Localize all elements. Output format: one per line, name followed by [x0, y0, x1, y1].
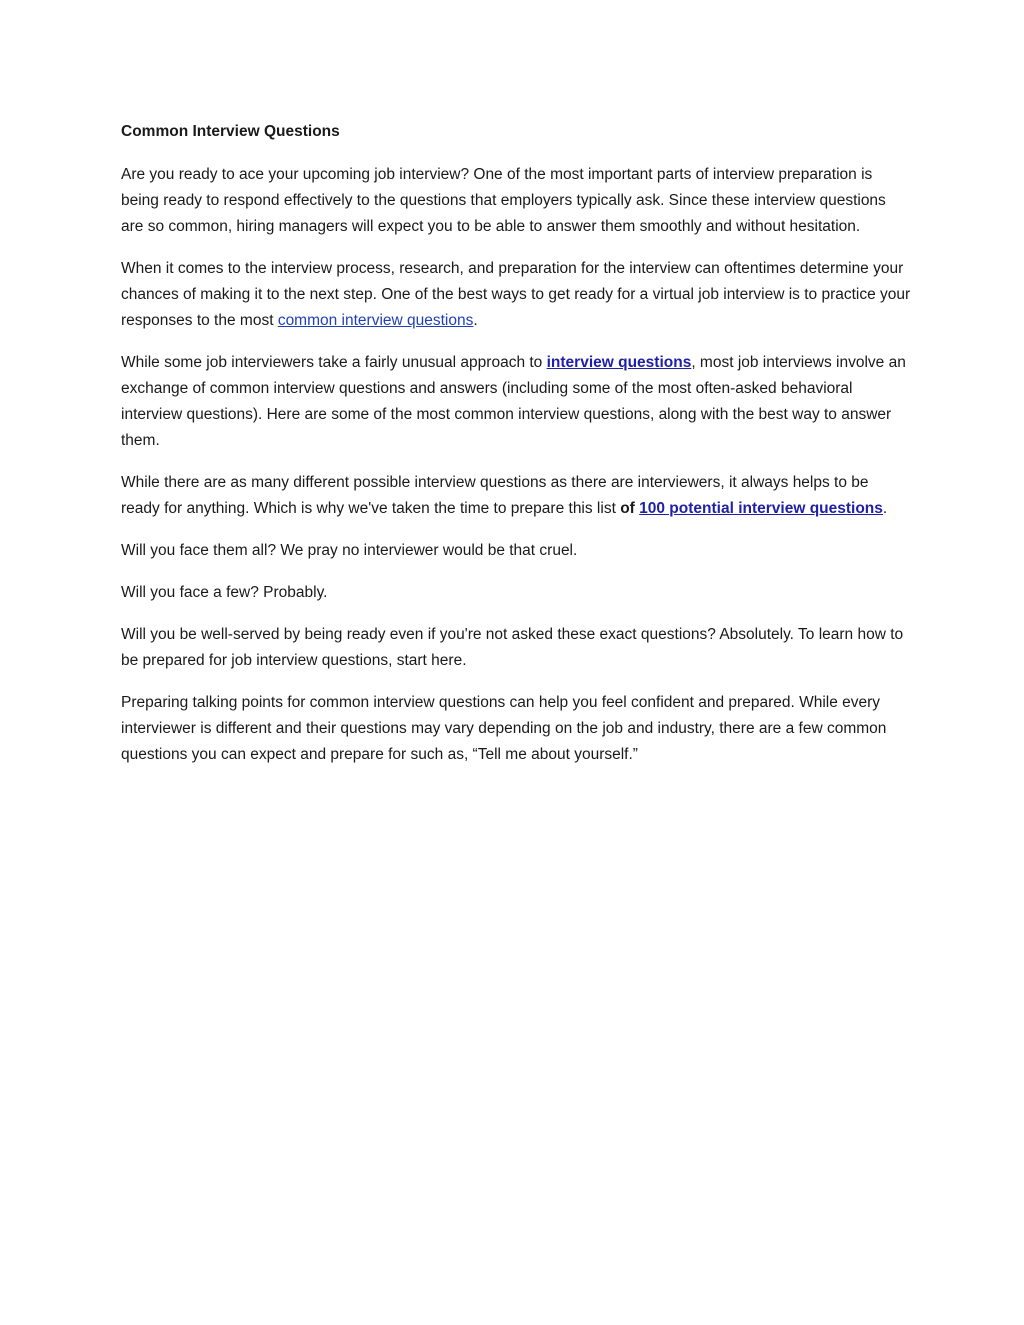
paragraph-text: While there are as many different possible interview questions as there are interviewers, it always helps to be ready for anything. Which is why we've taken the time to prepare this list: [121, 474, 869, 517]
paragraph-text: .: [882, 500, 888, 517]
paragraph-intro: Are you ready to ace your upcoming job interview? One of the most important parts of interview preparation is being ready to respond effectively to the questions that employers typically ask. Since these interview questions are so common, hiring managers will expect you to be able to answer them smoothly and without hesitation.: [121, 166, 886, 235]
paragraph-text: When it comes to the interview process, research, and preparation for the interview can oftentimes determine your chances of making it to the next step. One of the best ways to get ready for a virtual job interview is to practice your responses to the most: [121, 260, 911, 329]
paragraph-unusual-approach: [121, 350, 911, 454]
paragraph-potential-list: [121, 470, 911, 522]
paragraph-text: .: [473, 312, 478, 329]
paragraph-talking-points: Preparing talking points for common interview questions can help you feel confident and prepared. While every interviewer is different and their questions may vary depending on the job and industry, there are a few common questions you can expect and prepare for such as, “Tell me about yourself.”: [121, 694, 887, 763]
paragraph-face-all: Will you face them all? We pray no interviewer would be that cruel.: [121, 542, 578, 559]
100-potential-interview-questions-link[interactable]: 100 potential interview questions: [639, 500, 883, 517]
paragraph-text: , most job interviews involve an exchange of common interview questions and answers (including some of the most often-asked behavioral interview questions). Here are some of the most common interview questions, along with the best way to answer them.: [121, 354, 906, 449]
paragraph-face-few: Will you face a few? Probably.: [121, 584, 328, 601]
document-page: [121, 120, 911, 784]
paragraph-interview-process: [121, 256, 911, 334]
paragraph-text: While some job interviewers take a fairly unusual approach to: [121, 354, 547, 371]
paragraph-well-served: Will you be well-served by being ready even if you're not asked these exact questions? Absolutely. To learn how to be prepared for job interview questions, start here.: [121, 626, 904, 669]
interview-questions-link[interactable]: interview questions: [546, 354, 692, 371]
common-interview-questions-link[interactable]: common interview questions: [277, 312, 474, 329]
document-title: Common Interview Questions: [121, 123, 340, 140]
bold-word: of: [620, 500, 635, 517]
